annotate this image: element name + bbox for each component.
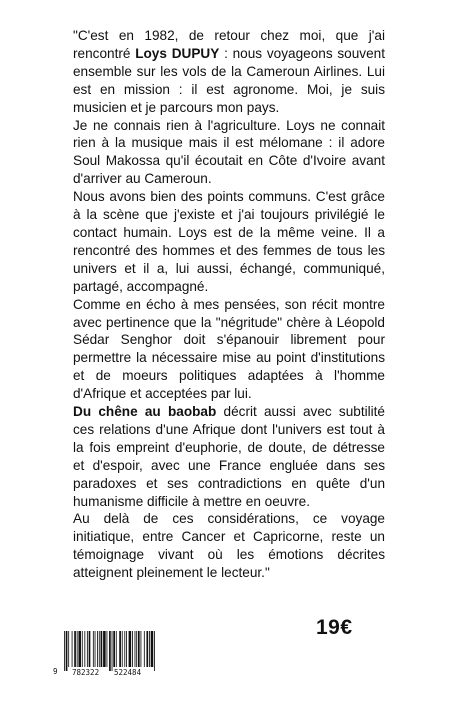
barcode-bar [74,631,76,667]
barcode-bar [78,631,81,667]
barcode-bar [129,631,132,667]
paragraph-6: Au delà de ces considérations, ce voyage initiatique, entre Cancer et Capricorne, reste un témoignage vivant où les émotions décrites atteignent pleinement le lecteur." [73,511,385,581]
back-cover-text [73,27,385,582]
barcode-bar [113,631,115,667]
author-name: Loys DUPUY [135,45,220,61]
paragraph-4: Comme en écho à mes pensées, son récit montre avec pertinence que la "négritude" chère à Léopold Sédar Senghor doit s'épanouir librement pour permettre la nécessaire mise au point d'institutions et de moeurs politiques adaptées à l'homme d'Afrique et acceptées par lui. [73,296,385,402]
barcode-left-digits: 782322 [72,668,100,677]
paragraph-3: Nous avons bien des points communs. C'est grâce à la scène que j'existe et j'ai toujours privilégié le contact humain. Loys est de la même veine. Il a rencontré des hommes et des femmes de tous les univers et il a, lui aussi, échangé, communiqué, partagé, accompagné. [73,189,385,294]
barcode-bar [99,631,100,667]
barcode-bar [151,631,154,667]
barcode-bar [93,631,94,667]
barcode-bar [68,631,69,667]
barcode-lead-digit: 9 [53,667,58,676]
barcode-bar [135,631,136,667]
barcode-bar [124,631,125,667]
paragraph-5: Du chêne au baobab décrit aussi avec subtilité ces relations d'une Afrique dont l'univers est tout à la fois empreint d'euphorie, de doute, de détresse et d'espoir, avec une France engluée dans ses paradoxes et ses contradictions en quête d'un humanisme difficile à mettre en oeuvre. [73,404,385,509]
barcode-bar [87,631,88,667]
barcode-bar [109,631,111,671]
barcode-bar [97,631,98,667]
barcode-bar [119,631,121,667]
isbn-barcode [53,631,158,679]
paragraph-2: Je ne connais rien à l'agriculture. Loys ne connait rien à la musique mais il est mélomane : il adore Soul Makossa qu'il écoutait en Côte d'Ivoire avant d'arriver au Cameroun. [73,117,385,187]
barcode-bar [77,631,78,667]
book-title: Du chêne au baobab [73,404,217,420]
price-label: 19€ [316,616,353,639]
barcode-bar [146,631,148,667]
barcode-right-digits: 522484 [114,668,142,677]
barcode-bar [126,631,127,667]
barcode-bar [89,631,91,667]
barcode-bar [95,631,96,667]
barcode-bar [107,631,108,667]
barcode-bar [138,631,140,667]
barcode-bar [116,631,117,667]
paragraph-1: "C'est en 1982, de retour chez moi, que j'ai rencontré Loys DUPUY : nous voyageons souvent ensemble sur les vols de la Cameroun Airlines. Lui est en mission : il est agronome. Moi, je suis musicien et je parcours mon pays. [73,28,385,115]
barcode-bar [144,631,145,667]
barcode-bar [154,631,155,671]
barcode-bar [132,631,133,667]
barcode-bars [62,631,158,671]
barcode-bar [136,631,137,667]
barcode-bar [141,631,142,667]
barcode-bar [112,631,113,671]
barcode-bar [149,631,150,667]
barcode-bar [66,631,68,671]
barcode-bar [84,631,85,667]
barcode-bar [103,631,106,667]
barcode-bar [122,631,123,667]
barcode-bar [82,631,83,667]
barcode-bar [64,631,65,671]
barcode-bar [101,631,103,667]
barcode-bar [72,631,73,667]
